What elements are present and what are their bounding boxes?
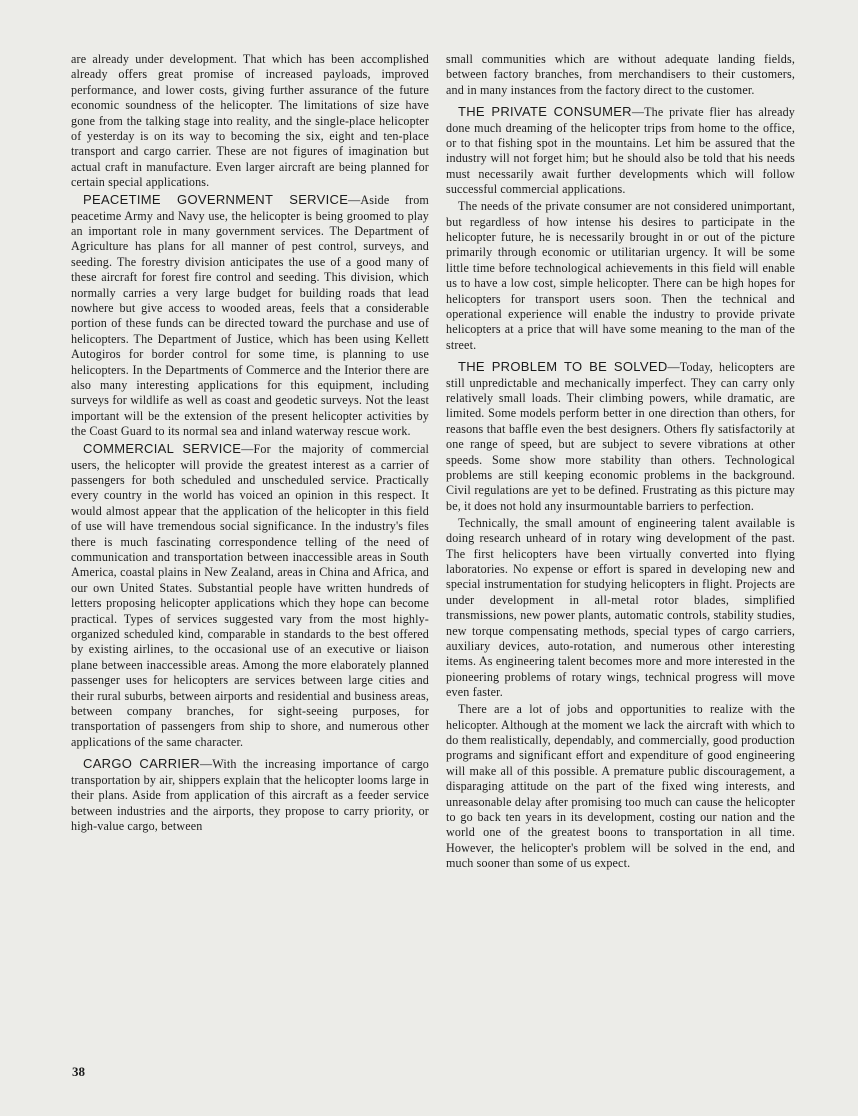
section-body: —Aside from peacetime Army and Navy use, the helicopter is being groomed to play an important role in many government services. The Department of Agriculture has plans for all manner of pest control, surveys, and seeding. The forestry division anticipates the use of a good many of these aircraft for forest fire control and seeding. This division, which normally carries a very large budget for building roads that lead nowhere but give access to wooded areas, feels that a considerable portion of these funds can be directed toward the purchase and use of helicopters. The Department of Justice, which has been using Kellett Autogiros for border control for some time, is planning to use helicopters. In the Departments of Commerce and the Interior there are also many interesting applications for this equipment, including surveys for wildlife as well as coast and geodetic surveys. Not the least important will be the extension of the present helicopter activities by the Coast Guard to its normal sea and inland waterway rescue work. xyxy=(71,193,429,439)
page-number: 38 xyxy=(72,1064,85,1079)
paragraph: Technically, the small amount of engineering talent available is doing research unheard of in rotary wing development of the past. The first helicopters have been virtually converted into flying laboratories. No expense or effort is spared in developing new and special instrumentation for studying helicopters in flight. Projects are under development in all-metal rotor blades, simplified transmissions, new power plants, automatic controls, stability studies, new torque compensating methods, special types of cargo carriers, auxiliary devices, auto-rotation, and numerous other interesting items. As engineering talent becomes more and more interested in the pioneering problems of rotary wings, technical progress will move even faster. xyxy=(446,515,795,700)
section-heading: THE PROBLEM TO BE SOLVED xyxy=(458,359,668,375)
section-body: —The private flier has already done much dreaming of the helicopter trips from home to the office, or to that fishing spot in the mountains. Let him be assured that the industry will not forget him; but he should also be told that his needs must necessarily await further developments which will follow successful commercial applications. xyxy=(446,105,795,197)
section-heading: PEACETIME GOVERNMENT SERVICE xyxy=(83,192,349,208)
paragraph: are already under development. That which has been accomplished already offers great promise of increased payloads, improved performance, and lower costs, giving further assurance of the future economic soundness of the helicopter. The limitations of size have gone from the talking stage into reality, and the single-place helicopter of yesterday is on its way to becoming the six, eight and ten-place transport and cargo carrier. These are not figures of imagination but actual craft in manufacture. Even larger aircraft are being planned for certain special applications. xyxy=(71,52,429,190)
section-body: —For the majority of commercial users, the helicopter will provide the greatest interest as a carrier of passengers for both scheduled and unscheduled service. Practically every country in the world has voiced an opinion in this respect. It would almost appear that the application of the helicopter in this field of use will have tremendous social significance. In the industry's files there is much fascinating correspondence telling of the need of communication and transportation between inaccessible areas in South America, coastal plains in New Zealand, areas in China and Africa, and our own United States. Substantial people have written hundreds of letters proposing helicopter applications which they hope can become practical. Types of services suggested vary from the most highly-organized scheduled kind, comparable in standards to the best offered by existing airlines, to the occasional use of an executive or liaison plane between inaccessible areas. Among the more elaborately planned passenger uses for helicopters are services between large cities and their rural suburbs, between airports and residential and business areas, between company branches, for sight-seeing purposes, for transportation of passengers from ship to shore, and numerous other applications of the same character. xyxy=(71,442,429,749)
paragraph: There are a lot of jobs and opportunities to realize with the helicopter. Although at the moment we lack the aircraft with which to do them realistically, dependably, and commercially, good production programs and significant effort and expenditure of good engineering will make all of this possible. A premature public discouragement, a disparaging attitude on the part of the fixed wing interests, and unreasonable delay after promising too much can cause the helicopter to go back ten years in its development, costing our nation and the world one of the greatest boons to transportation in all time. However, the helicopter's problem will be solved in the end, and much sooner than some of us expect. xyxy=(446,702,795,871)
right-column xyxy=(446,52,795,872)
section-heading: COMMERCIAL SERVICE xyxy=(83,441,242,457)
paragraph xyxy=(71,192,429,440)
section-heading: CARGO CARRIER xyxy=(83,756,200,772)
paragraph: small communities which are without adequate landing fields, between factory branches, from merchandisers to their customers, and in many instances from the factory direct to the customer. xyxy=(446,52,795,97)
paragraph xyxy=(71,756,429,834)
paragraph: The needs of the private consumer are not considered unimportant, but regardless of how intense his desires to participate in the helicopter future, he is necessarily brought in or out of the picture primarily through economic or utilitarian urgency. It will be some little time before technological achievements in this field will enable us to have a low cost, simple helicopter. There can be high hopes for helicopters for transport users soon. Then the technical and operational experience will enable the industry to provide private helicopters at a price that will have some meaning to the man of the street. xyxy=(446,199,795,352)
paragraph xyxy=(446,359,795,514)
section-body: —With the increasing importance of cargo transportation by air, shippers explain that the helicopter looms large in their plans. Aside from application of this aircraft as a feeder service between industries and the airports, they propose to carry priority, or high-value cargo, between xyxy=(71,757,429,833)
paragraph xyxy=(71,441,429,750)
left-column xyxy=(71,52,429,834)
section-body: —Today, helicopters are still unpredictable and mechanically imperfect. They can carry only relatively small loads. Their climbing powers, while dramatic, are limited. Some models perform better in one direction than others, for reasons that baffle even the best designers. Others fly satisfactorily at one range of speed, but are subject to severe vibrations at other speeds. Some show more stability than others. Technological problems are still keeping economic problems in the background. Civil regulations are yet to be defined. Frustrating as this picture may be, it does not hold any insurmountable barriers to perfection. xyxy=(446,360,796,513)
section-heading: THE PRIVATE CONSUMER xyxy=(458,104,632,120)
paragraph xyxy=(446,104,795,197)
